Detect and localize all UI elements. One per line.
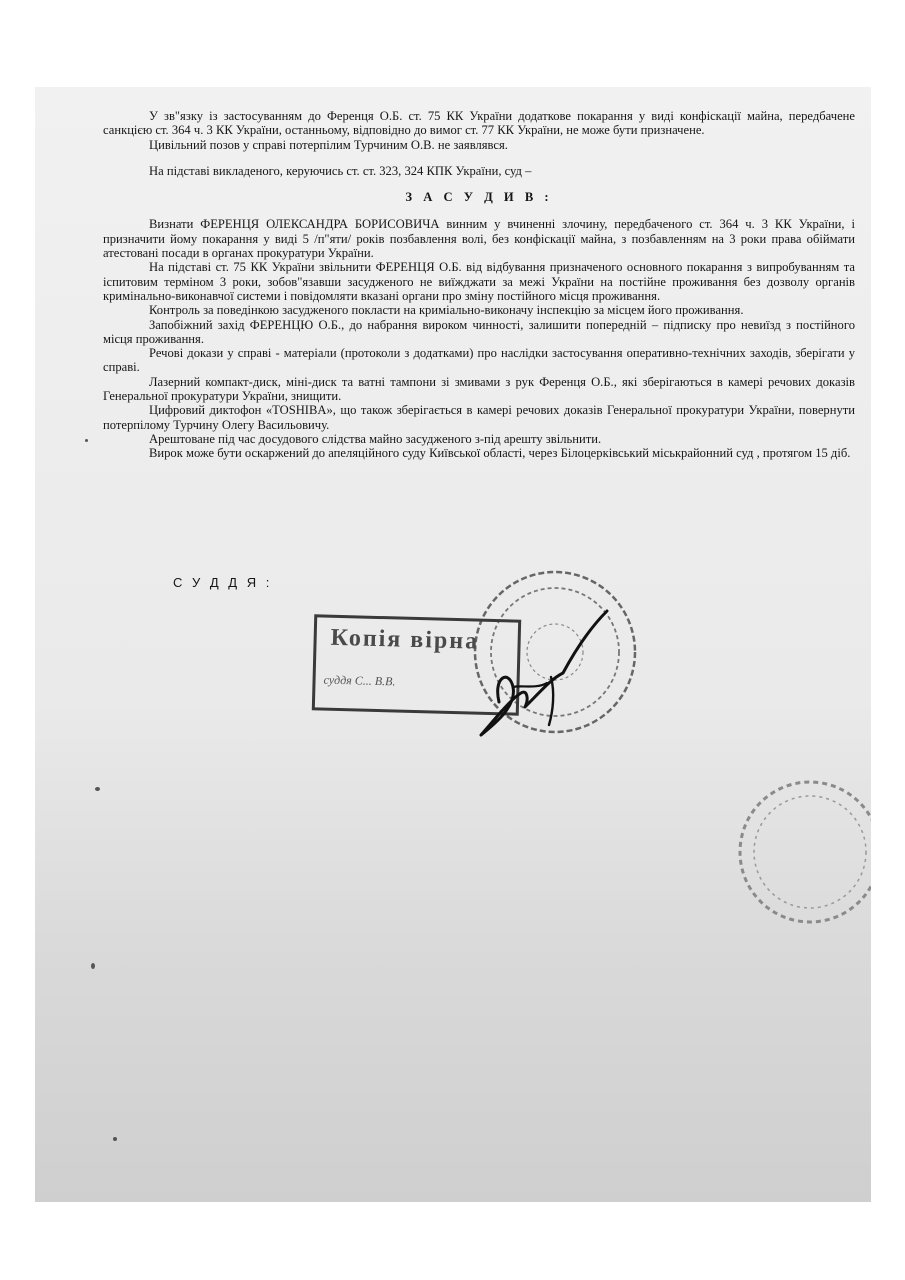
verdict-text: [103, 109, 855, 461]
paragraph-control: Контроль за поведінкою засудженого покласти на криміально-виконачу інспекцію за місцем його проживання.: [149, 303, 744, 318]
document-page: [35, 87, 871, 1202]
paragraph-appeal: Вирок може бути оскаржений до апеляційного суду Київської області, через Білоцерківський міськрайонний суд , протягом 15 діб.: [149, 446, 851, 461]
paragraph-guilty: Визнати ФЕРЕНЦЯ ОЛЕКСАНДРА БОРИСОВИЧА винним у вчиненні злочину, передбаченого ст. 364 ч. 3 КК України, і призначити йому покарання у виді 5 /п"яти/ років позбавлення волі, без конфіскації майна, з позбавленням на 3 роки права обіймати атестовані посади в органах прокуратури України.: [103, 217, 855, 261]
scan-speck: [95, 787, 100, 791]
paragraph-grounds: На підставі викладеного, керуючись ст. ст. 323, 324 КПК України, суд –: [149, 163, 532, 178]
judge-label: С У Д Д Я :: [173, 575, 273, 590]
paragraph-evidence-materials: Речові докази у справі - матеріали (протоколи з додатками) про наслідки застосування оперативно-технічних заходів, зберігати у справі.: [103, 346, 855, 375]
paragraph-probation: На підставі ст. 75 КК України звільнити ФЕРЕНЦЯ О.Б. від відбування призначеного основного покарання з випробуванням та іспитовим терміном 3 роки, зобов"язавши засудженого не виїжджати за межі України на постійне проживання без дозволу органів кримінально-виконавчої системи і повідомляти вказані органи про зміну постійного місця проживання.: [103, 260, 855, 303]
stamp-title: Копія вірна: [330, 624, 480, 655]
verdict-title: З А С У Д И В :: [405, 190, 553, 205]
scan-speck: [85, 439, 88, 442]
scan-speck: [113, 1137, 117, 1141]
paragraph-evidence-return: Цифровий диктофон «TOSHIBA», що також зберігається в камері речових доказів Генеральної прокуратури України, повернути потерпілому Турчину Олегу Васильовичу.: [103, 403, 855, 432]
paragraph-confiscation: У зв"язку із застосуванням до Ференця О.Б. ст. 75 КК України додаткове покарання у виді конфіскації майна, передбачене санкцією ст. 364 ч. 3 КК України, останньому, відповідно до вимог ст. 77 КК України, не може бути призначене.: [103, 109, 855, 138]
signature-icon: [451, 607, 621, 747]
paragraph-arrest-release: Арештоване під час досудового слідства майно засудженого з-під арешту звільнити.: [149, 431, 602, 446]
paragraph-evidence-destroy: Лазерний компакт-диск, міні-диск та ватні тампони зі змивами з рук Ференця О.Б., які зберігаються в камері речових доказів Генеральної прокуратури України, знищити.: [103, 374, 855, 404]
paragraph-preventive-measure: Запобіжний захід ФЕРЕНЦЮ О.Б., до набрання вироком чинності, залишити попередній – підписку про невиїзд з постійного місця проживання.: [103, 317, 855, 346]
faded-seal-icon: [735, 777, 871, 927]
stamp-signature-line: суддя С... В.В.: [323, 672, 396, 689]
paragraph-civil-claim: Цивільний позов у справі потерпілим Турчиним О.В. не заявлявся.: [149, 137, 508, 152]
scan-speck: [91, 963, 95, 969]
